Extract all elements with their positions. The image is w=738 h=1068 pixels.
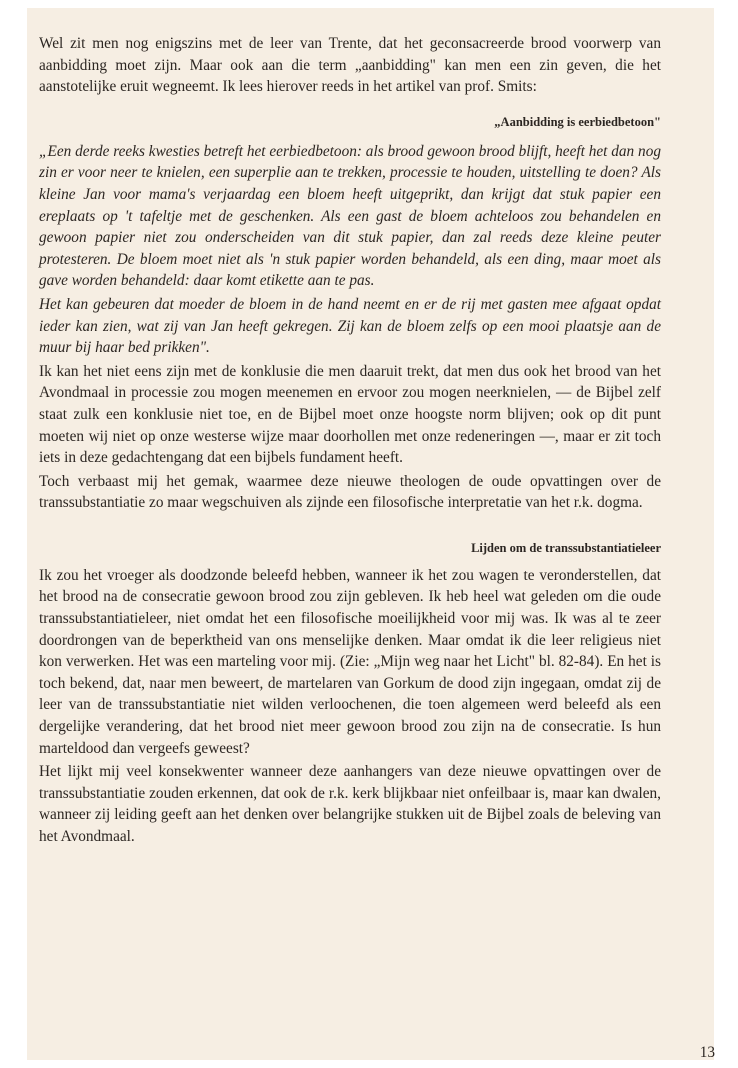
quote-paragraph-2: Het kan gebeuren dat moeder de bloem in de hand neemt en er de rij met gasten mee afgaat opdat ieder kan zien, wat zij van Jan heeft gekregen. Zij kan de bloem zelfs op een mooi plaatsje aan de muur bij haar bed prikken". xyxy=(39,295,661,357)
body-paragraph-2: Toch verbaast mij het gemak, waarmee deze nieuwe theologen de oude opvattingen over de transsubstantiatie zo maar wegschuiven als zijnde een filosofische interpretatie van het r.k. dogma. xyxy=(39,472,661,512)
page-number: 13 xyxy=(699,1044,715,1061)
body-paragraph-3: Ik zou het vroeger als doodzonde beleefd hebben, wanneer ik het zou wagen te veronderstellen, dat het brood na de consecratie gewoon brood zou zijn gebleven. Ik heb heel wat geleden om die oude transsubstantiatieleer, niet omdat het een filosofische moeilijkheid voor mij was. Ik was al te zeer doordrongen van de beperktheid van ons menselijke denken. Maar omdat ik die leer religieus niet kon verwerken. Het was een marteling voor mij. (Zie: „Mijn weg naar het Licht" bl. 82-84). En het is toch bekend, dat, naar men beweert, de martelaren van Gorkum de dood zijn ingegaan, omdat zij de leer van de transsubstantiatie niet wilden verloochenen, die toen algemeen werd beleefd als een dergelijke verandering, dat het brood niet meer gewoon brood zou zijn na de consecratie. Is hun marteldood dan vergeefs geweest? xyxy=(39,566,661,757)
intro-paragraph: Wel zit men nog enigszins met de leer van Trente, dat het geconsacreerde brood voorwerp van aanbidding moet zijn. Maar ook aan die term „aanbidding" kan men een zin geven, die het aanstotelijke eruit wegneemt. Ik lees hierover reeds in het artikel van prof. Smits: xyxy=(39,35,661,96)
section-heading-eerbiedbetoon: „Aanbidding is eerbiedbetoon" xyxy=(494,114,661,129)
body-paragraph-1: Ik kan het niet eens zijn met de konklusie die men daaruit trekt, dat men dus ook het brood van het Avondmaal in processie zou mogen meenemen en ervoor zou mogen neerknielen, — de Bijbel zelf staat zulk een konklusie niet toe, en de Bijbel moet onze hoogste norm blijven; ook op dit punt moeten wij niet op onze westerse wijze maar doorhollen met onze redeneringen —, maar er zit toch iets in deze gedachtengang dat een bijbels fundament heeft. xyxy=(39,362,661,467)
document-body xyxy=(39,33,661,848)
body-paragraph-4: Het lijkt mij veel konsekwenter wanneer deze aanhangers van deze nieuwe opvattingen over de transsubstantiatie zouden erkennen, dat ook de r.k. kerk blijkbaar niet onfeilbaar is, maar kan dwalen, wanneer zij leiding geeft aan het denken over belangrijke stukken uit de Bijbel zoals de beleving van het Avondmaal. xyxy=(39,763,661,845)
section-heading-transsubstantiatieleer: Lijden om de transsubstantiatieleer xyxy=(471,540,661,555)
quote-paragraph-1: „Een derde reeks kwesties betreft het eerbiedbetoon: als brood gewoon brood blijft, heeft het dan nog zin er voor neer te knielen, een superplie aan te trekken, processie te houden, uitstelling te doen? Als kleine Jan voor mama's verjaardag een bloem heeft uitgeprikt, dan krijgt dat stuk papier een ereplaats op 't tafeltje met de geschenken. Als een gast de bloem achteloos zou behandelen en gewoon papier niet zou onderscheiden van dit stuk papier, dan zal reeds deze kleine peuter protesteren. De bloem moet niet als 'n stuk papier worden behandeld, als een ding, maar moet als gave worden behandeld: daar komt etikette aan te pas. xyxy=(39,142,661,290)
